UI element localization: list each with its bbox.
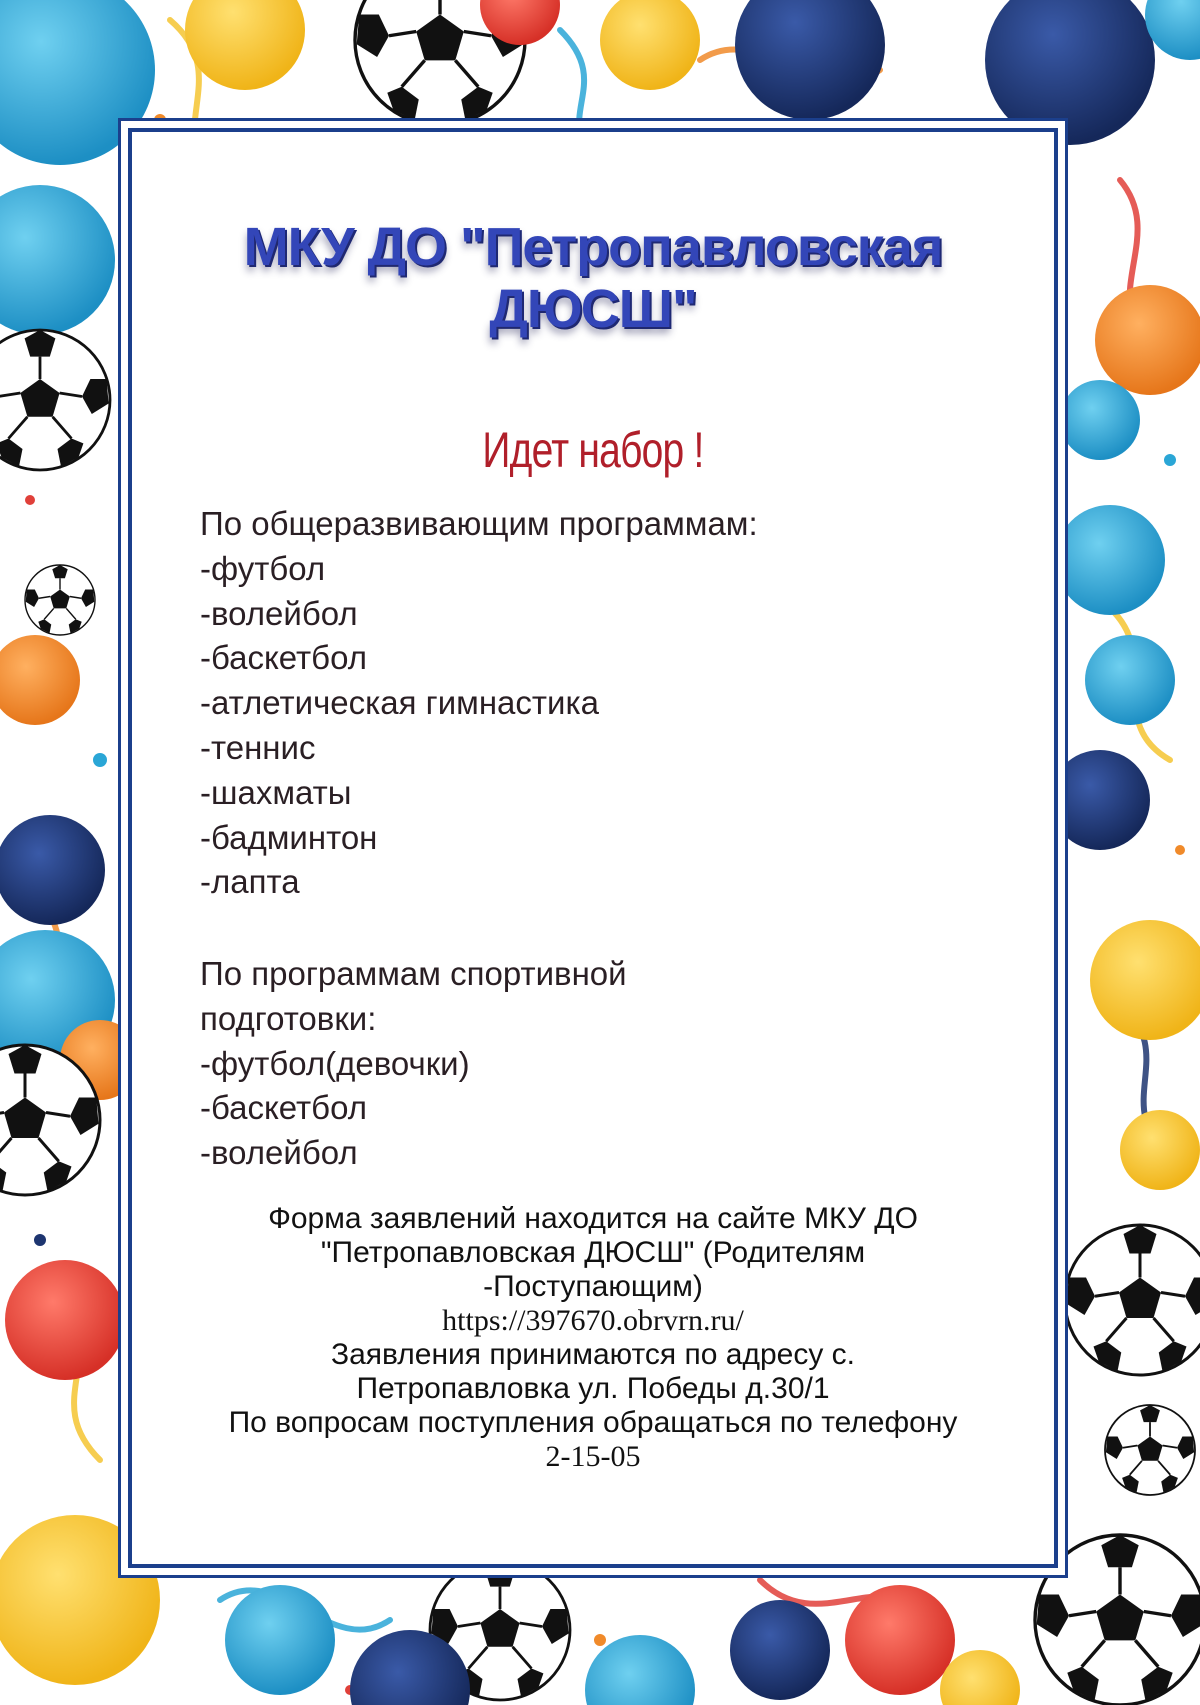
sport-programs-heading-1: По программам спортивной	[200, 955, 627, 992]
phone-number: 2-15-05	[545, 1440, 641, 1473]
info-line-3: -Поступающим)	[483, 1270, 703, 1303]
list-item: -волейбол	[200, 1134, 358, 1172]
info-line-1: Форма заявлений находится на сайте МКУ ДО	[268, 1202, 918, 1235]
title-line-2: ДЮСШ"	[489, 279, 697, 339]
recruitment-banner: Идет набор !	[482, 422, 704, 478]
list-item: -баскетбол	[200, 1089, 367, 1127]
sport-programs-heading-2: подготовки:	[200, 999, 377, 1037]
list-item: -теннис	[200, 728, 316, 766]
list-item: -баскетбол	[200, 639, 367, 677]
info-line-5: Петропавловка ул. Победы д.30/1	[356, 1372, 830, 1405]
poster-panel	[128, 128, 1058, 1568]
list-item: -футбол	[200, 549, 326, 587]
info-line-4: Заявления принимаются по адресу с.	[330, 1338, 856, 1371]
list-item: -атлетическая гимнастика	[200, 684, 599, 722]
sport-programs-list	[200, 952, 627, 1176]
contact-info	[132, 1202, 1054, 1474]
info-line-6: По вопросам поступления обращаться по телефону	[228, 1406, 958, 1439]
list-item: -лапта	[200, 863, 300, 901]
website-link[interactable]: https://397670.obrvrn.ru/	[442, 1304, 744, 1337]
list-item: -бадминтон	[200, 818, 378, 856]
list-item: -шахматы	[200, 773, 352, 811]
list-item: -волейбол	[200, 594, 358, 632]
list-item: -футбол(девочки)	[200, 1044, 470, 1082]
poster-title	[132, 216, 1054, 340]
info-line-2: "Петропавловская ДЮСШ" (Родителям	[320, 1236, 866, 1269]
title-line-1: МКУ ДО "Петропавловская	[243, 217, 943, 277]
general-programs-list	[200, 502, 758, 905]
general-programs-heading: По общеразвивающим программам:	[200, 505, 758, 542]
